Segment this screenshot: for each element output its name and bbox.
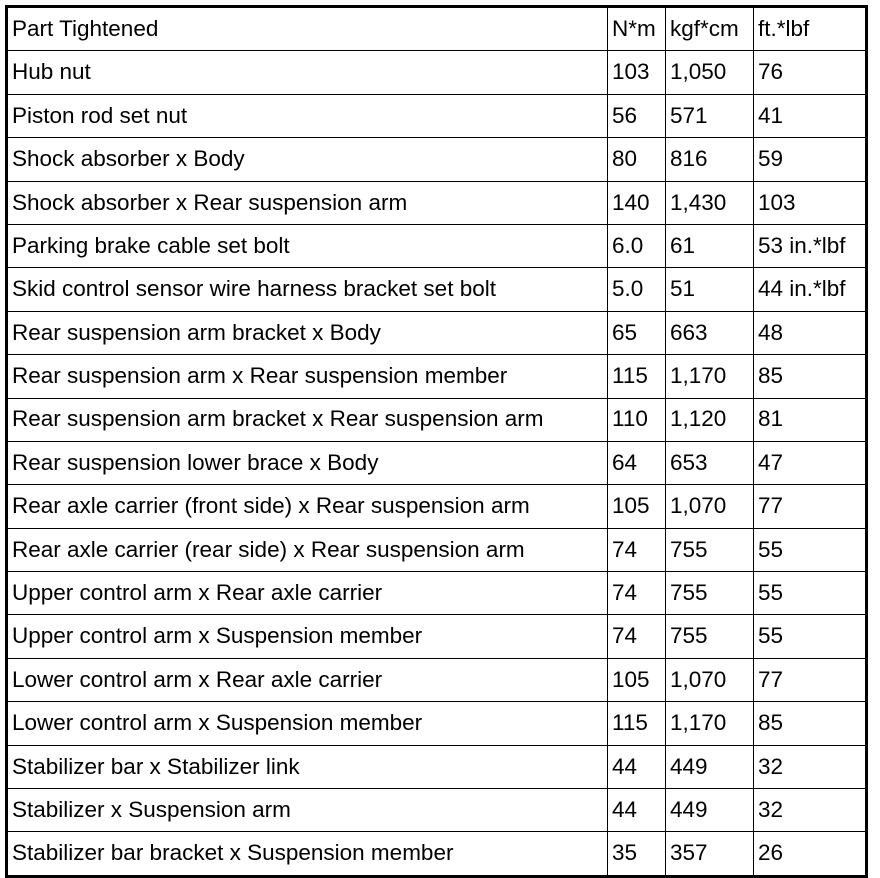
table-row	[7, 615, 867, 658]
kgfcm-cell: 1,050	[666, 51, 754, 94]
kgfcm-cell: 816	[666, 138, 754, 181]
table-row	[7, 485, 867, 528]
ftlbf-cell: 44 in.*lbf	[754, 268, 867, 311]
header-part-tightened: Part Tightened	[7, 7, 608, 51]
part-cell: Skid control sensor wire harness bracket set bolt	[7, 268, 608, 311]
part-cell: Stabilizer bar bracket x Suspension member	[7, 832, 608, 876]
ftlbf-cell: 77	[754, 485, 867, 528]
ftlbf-cell: 41	[754, 94, 867, 137]
part-cell: Piston rod set nut	[7, 94, 608, 137]
nm-cell: 56	[608, 94, 666, 137]
nm-cell: 44	[608, 789, 666, 832]
table-row	[7, 528, 867, 571]
part-cell: Parking brake cable set bolt	[7, 224, 608, 267]
nm-cell: 5.0	[608, 268, 666, 311]
part-cell: Hub nut	[7, 51, 608, 94]
part-cell: Shock absorber x Rear suspension arm	[7, 181, 608, 224]
part-cell: Rear suspension arm bracket x Rear suspension arm	[7, 398, 608, 441]
nm-cell: 44	[608, 745, 666, 788]
nm-cell: 105	[608, 658, 666, 701]
kgfcm-cell: 1,430	[666, 181, 754, 224]
table-row	[7, 138, 867, 181]
nm-cell: 64	[608, 441, 666, 484]
ftlbf-cell: 59	[754, 138, 867, 181]
ftlbf-cell: 53 in.*lbf	[754, 224, 867, 267]
nm-cell: 115	[608, 355, 666, 398]
table-row	[7, 745, 867, 788]
kgfcm-cell: 1,120	[666, 398, 754, 441]
kgfcm-cell: 449	[666, 745, 754, 788]
table-row	[7, 658, 867, 701]
header-kgf-cm: kgf*cm	[666, 7, 754, 51]
kgfcm-cell: 1,170	[666, 702, 754, 745]
ftlbf-cell: 55	[754, 572, 867, 615]
kgfcm-cell: 51	[666, 268, 754, 311]
nm-cell: 65	[608, 311, 666, 354]
table-row	[7, 398, 867, 441]
table-row	[7, 181, 867, 224]
table-row	[7, 311, 867, 354]
part-cell: Stabilizer x Suspension arm	[7, 789, 608, 832]
ftlbf-cell: 32	[754, 789, 867, 832]
nm-cell: 110	[608, 398, 666, 441]
part-cell: Rear axle carrier (rear side) x Rear suspension arm	[7, 528, 608, 571]
nm-cell: 115	[608, 702, 666, 745]
table-row	[7, 702, 867, 745]
ftlbf-cell: 55	[754, 615, 867, 658]
nm-cell: 74	[608, 615, 666, 658]
kgfcm-cell: 449	[666, 789, 754, 832]
ftlbf-cell: 47	[754, 441, 867, 484]
nm-cell: 140	[608, 181, 666, 224]
ftlbf-cell: 26	[754, 832, 867, 876]
ftlbf-cell: 85	[754, 355, 867, 398]
table-row	[7, 441, 867, 484]
ftlbf-cell: 32	[754, 745, 867, 788]
nm-cell: 103	[608, 51, 666, 94]
ftlbf-cell: 85	[754, 702, 867, 745]
part-cell: Rear suspension arm bracket x Body	[7, 311, 608, 354]
part-cell: Lower control arm x Suspension member	[7, 702, 608, 745]
kgfcm-cell: 571	[666, 94, 754, 137]
part-cell: Upper control arm x Suspension member	[7, 615, 608, 658]
torque-spec-table	[5, 5, 868, 878]
table-row	[7, 94, 867, 137]
nm-cell: 74	[608, 572, 666, 615]
nm-cell: 6.0	[608, 224, 666, 267]
ftlbf-cell: 55	[754, 528, 867, 571]
part-cell: Rear axle carrier (front side) x Rear suspension arm	[7, 485, 608, 528]
kgfcm-cell: 1,170	[666, 355, 754, 398]
part-cell: Rear suspension lower brace x Body	[7, 441, 608, 484]
torque-spec-sheet	[5, 5, 865, 866]
table-row	[7, 51, 867, 94]
part-cell: Stabilizer bar x Stabilizer link	[7, 745, 608, 788]
ftlbf-cell: 48	[754, 311, 867, 354]
header-newton-meter: N*m	[608, 7, 666, 51]
nm-cell: 35	[608, 832, 666, 876]
table-row	[7, 224, 867, 267]
kgfcm-cell: 357	[666, 832, 754, 876]
ftlbf-cell: 81	[754, 398, 867, 441]
table-row	[7, 572, 867, 615]
ftlbf-cell: 103	[754, 181, 867, 224]
part-cell: Lower control arm x Rear axle carrier	[7, 658, 608, 701]
table-row	[7, 268, 867, 311]
table-row	[7, 789, 867, 832]
nm-cell: 80	[608, 138, 666, 181]
part-cell: Rear suspension arm x Rear suspension member	[7, 355, 608, 398]
ftlbf-cell: 76	[754, 51, 867, 94]
part-cell: Shock absorber x Body	[7, 138, 608, 181]
kgfcm-cell: 1,070	[666, 485, 754, 528]
header-ft-lbf: ft.*lbf	[754, 7, 867, 51]
nm-cell: 74	[608, 528, 666, 571]
ftlbf-cell: 77	[754, 658, 867, 701]
kgfcm-cell: 1,070	[666, 658, 754, 701]
header-row	[7, 7, 867, 51]
kgfcm-cell: 61	[666, 224, 754, 267]
kgfcm-cell: 755	[666, 615, 754, 658]
part-cell: Upper control arm x Rear axle carrier	[7, 572, 608, 615]
kgfcm-cell: 755	[666, 572, 754, 615]
kgfcm-cell: 663	[666, 311, 754, 354]
table-row	[7, 832, 867, 876]
kgfcm-cell: 653	[666, 441, 754, 484]
kgfcm-cell: 755	[666, 528, 754, 571]
nm-cell: 105	[608, 485, 666, 528]
table-row	[7, 355, 867, 398]
